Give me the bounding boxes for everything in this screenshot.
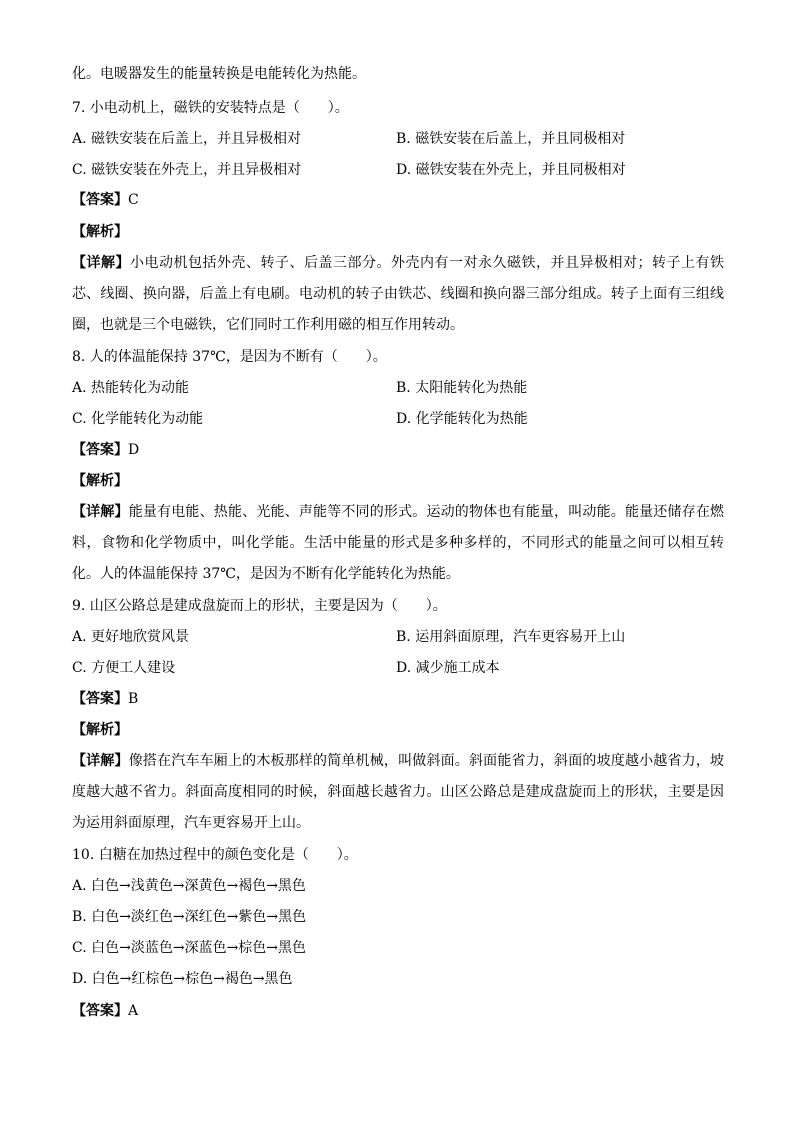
question-10-option-d: D. 白色→红棕色→棕色→褐色→黑色	[72, 971, 293, 987]
question-7-answer	[72, 190, 724, 210]
answer-value: A	[128, 1003, 139, 1019]
detail-text: 像搭在汽车车厢上的木板那样的简单机械，叫做斜面。斜面能省力，斜面的坡度越小越省力，坡度越大越不省力。斜面高度相同的时候，斜面越长越省力。山区公路总是建成盘旋而上的形状，主要是因为运用斜面原理，汽车更容易开上山。	[72, 753, 725, 831]
question-7-option-c: C. 磁铁安装在外壳上，并且异极相对	[72, 162, 302, 178]
question-9-option-d: D. 减少施工成本	[396, 660, 500, 676]
intro-line: 化。电暖器发生的能量转换是电能转化为热能。	[72, 66, 366, 82]
question-9-option-a: A. 更好地欣赏风景	[72, 629, 190, 645]
detail-text: 小电动机包括外壳、转子、后盖三部分。外壳内有一对永久磁铁，并且异极相对；转子上有铁芯、线圈、换向器，后盖上有电刷。电动机的转子由铁芯、线圈和换向器三部分组成。转子上面有三组线圈，也就是三个电磁铁，它们同时工作利用磁的相互作用转动。	[72, 255, 724, 333]
detail-label: 【详解】	[72, 255, 130, 271]
question-10-option-a: A. 白色→浅黄色→深黄色→褐色→黑色	[72, 878, 306, 894]
question-9-stem: 9. 山区公路总是建成盘旋而上的形状，主要是因为（ ）。	[72, 598, 447, 614]
question-7-analysis-label: 【解析】	[72, 224, 128, 240]
question-7-detail	[72, 248, 724, 341]
answer-value: D	[128, 442, 140, 458]
answer-label: 【答案】	[72, 442, 128, 458]
answer-label: 【答案】	[72, 192, 128, 208]
question-9-detail	[72, 746, 724, 839]
question-8-stem: 8. 人的体温能保持 37℃，是因为不断有（ ）。	[72, 349, 387, 365]
question-10-option-c: C. 白色→淡蓝色→深蓝色→棕色→黑色	[72, 940, 307, 956]
question-10-option-b: B. 白色→淡红色→深红色→紫色→黑色	[72, 909, 307, 925]
question-8-detail	[72, 497, 724, 590]
question-8-option-d: D. 化学能转化为热能	[396, 411, 528, 427]
answer-label: 【答案】	[72, 1003, 128, 1019]
detail-label: 【详解】	[72, 753, 129, 769]
question-9-analysis-label: 【解析】	[72, 722, 128, 738]
question-8-option-c: C. 化学能转化为动能	[72, 411, 204, 427]
answer-value: B	[128, 691, 139, 707]
question-10-answer	[72, 1001, 724, 1021]
question-10-stem: 10. 白糖在加热过程中的颜色变化是（ ）。	[72, 847, 358, 863]
question-7-option-d: D. 磁铁安装在外壳上，并且同极相对	[396, 162, 626, 178]
question-9-option-c: C. 方便工人建设	[72, 660, 176, 676]
question-8-option-b: B. 太阳能转化为热能	[396, 380, 528, 396]
question-7-stem: 7. 小电动机上，磁铁的安装特点是（ ）。	[72, 100, 349, 116]
question-8-answer	[72, 440, 724, 460]
question-8-option-a: A. 热能转化为动能	[72, 380, 190, 396]
question-8-analysis-label: 【解析】	[72, 473, 128, 489]
question-7-option-a: A. 磁铁安装在后盖上，并且异极相对	[72, 131, 302, 147]
question-9-option-b: B. 运用斜面原理，汽车更容易开上山	[396, 629, 626, 645]
question-9-answer	[72, 689, 724, 709]
answer-label: 【答案】	[72, 691, 128, 707]
question-7-option-b: B. 磁铁安装在后盖上，并且同极相对	[396, 131, 626, 147]
answer-value: C	[128, 192, 139, 208]
detail-text: 能量有电能、热能、光能、声能等不同的形式。运动的物体也有能量，叫动能。能量还储存在燃料，食物和化学物质中，叫化学能。生活中能量的形式是多种多样的，不同形式的能量之间可以相互转化。人的体温能保持 37℃，是因为不断有化学能转化为热能。	[72, 504, 725, 582]
detail-label: 【详解】	[72, 504, 129, 520]
